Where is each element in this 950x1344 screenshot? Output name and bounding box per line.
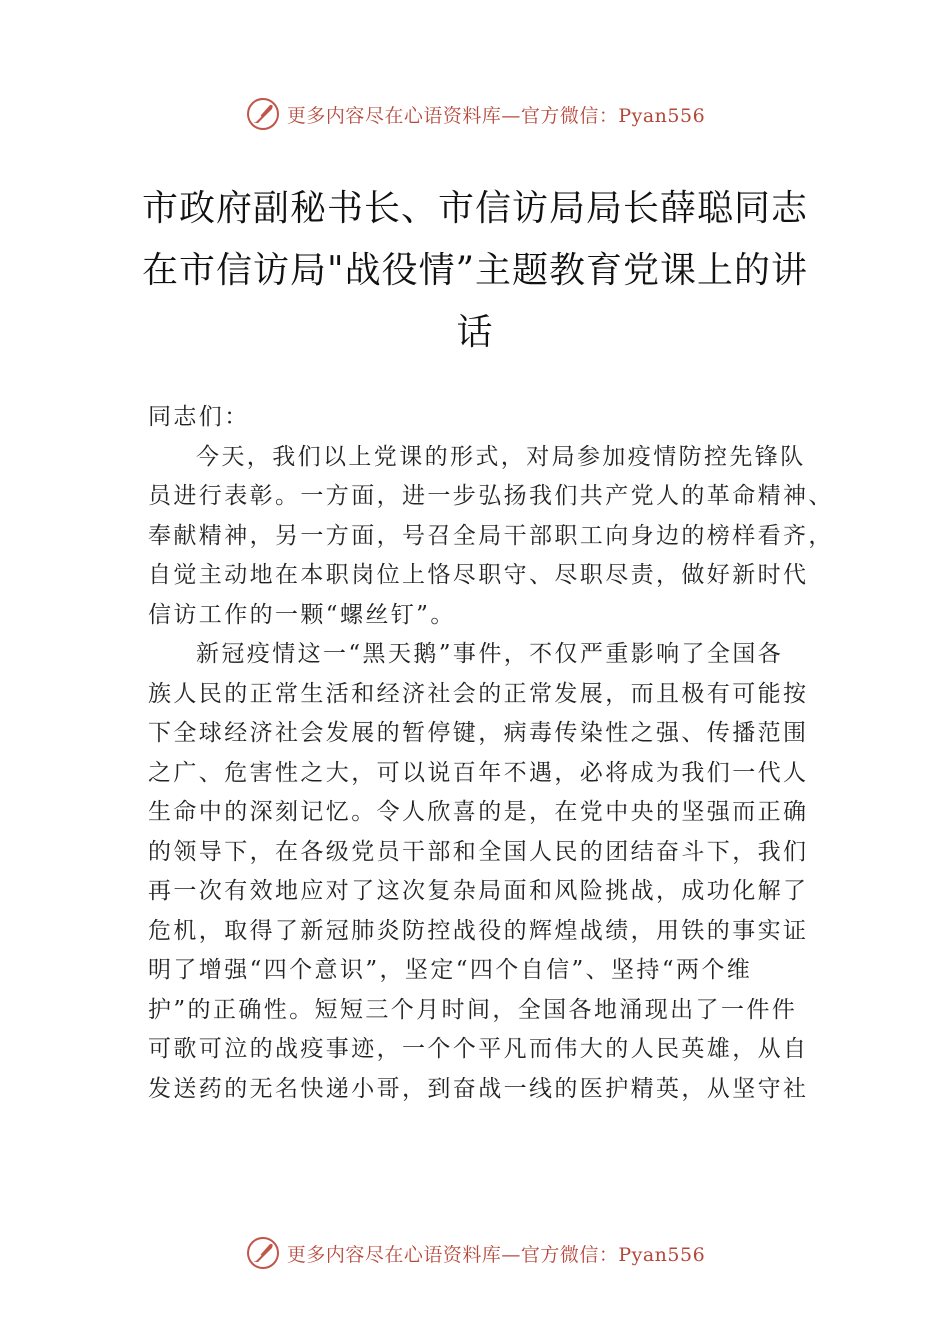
banner-separator: — (501, 1243, 521, 1266)
paragraph-line: 奉献精神，另一方面，号召全局干部职工向身边的榜样看齐， (148, 522, 834, 549)
paragraph-line: 信访工作的一颗“螺丝钉”。 (148, 601, 456, 628)
paragraph-1 (148, 438, 834, 636)
document-body (148, 398, 834, 1109)
paragraph-line: 明了增强“四个意识”，坚定“四个自信”、坚持“两个维 (148, 957, 753, 983)
salutation: 同志们： (148, 404, 250, 430)
banner-text-main: 更多内容尽在心语资料库 (286, 104, 502, 127)
banner-wechat: 官方微信：Pyan556 (520, 1243, 706, 1266)
footer-banner (0, 1231, 950, 1275)
paragraph-2 (148, 635, 808, 1109)
banner-text (287, 101, 705, 128)
banner-wechat: 官方微信：Pyan556 (520, 104, 706, 127)
paragraph-line: 危机，取得了新冠肺炎防控战役的辉煌战绩，用铁的事实证 (148, 917, 809, 944)
title-line: 在市信访局"战役情”主题教育党课上的讲 (142, 250, 808, 291)
paragraph-line: 自觉主动地在本职岗位上恪尽职守、尽职尽责，做好新时代 (148, 562, 809, 588)
paragraph-line: 发送药的无名快递小哥，到奋战一线的医护精英，从坚守社 (148, 1075, 809, 1102)
banner-text (287, 1240, 705, 1267)
paragraph-line: 生命中的深刻记忆。令人欣喜的是，在党中央的坚强而正确 (148, 799, 809, 825)
paragraph-line: 之广、危害性之大，可以说百年不遇，必将成为我们一代人 (148, 759, 809, 786)
header-banner (0, 92, 950, 136)
quill-pen-icon (245, 1235, 281, 1271)
document-title (120, 178, 830, 364)
paragraph-line: 下全球经济社会发展的暂停键，病毒传染性之强、传播范围 (148, 720, 809, 746)
paragraph-line: 再一次有效地应对了这次复杂局面和风险挑战，成功化解了 (148, 878, 809, 904)
paragraph-line: 族人民的正常生活和经济社会的正常发展，而且极有可能按 (148, 680, 809, 707)
paragraph-line: 的领导下，在各级党员干部和全国人民的团结奋斗下，我们 (148, 838, 809, 865)
banner-separator: — (501, 104, 521, 127)
paragraph-line: 新冠疫情这一“黑天鹅”事件，不仅严重影响了全国各 (196, 641, 784, 667)
paragraph-line: 护”的正确性。短短三个月时间，全国各地涌现出了一件件 (148, 996, 798, 1023)
paragraph-line: 可歌可泣的战疫事迹，一个个平凡而伟大的人民英雄，从自 (148, 1036, 809, 1062)
paragraph-line: 员进行表彰。一方面，进一步弘扬我们共产党人的革命精神、 (148, 483, 834, 509)
title-line: 市政府副秘书长、市信访局局长薛聪同志 (141, 188, 808, 229)
title-line: 话 (456, 312, 494, 353)
paragraph-line: 今天，我们以上党课的形式，对局参加疫情防控先锋队 (196, 443, 806, 470)
banner-text-main: 更多内容尽在心语资料库 (286, 1243, 502, 1266)
quill-pen-icon (245, 96, 281, 132)
